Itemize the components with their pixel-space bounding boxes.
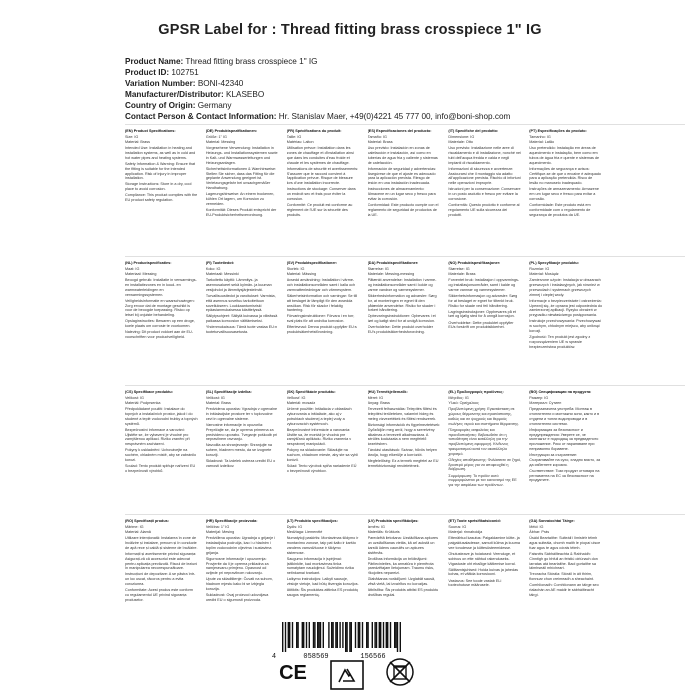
- spec-paragraph: Bezpečnostní informace a varování: Ujistěte se, že vybavení je vhodné pro zamýšlenou aplikaci. Riziko zranění při nesprávném zacházení.: [125, 427, 190, 447]
- spec-cell: [125, 261, 200, 377]
- spec-paragraph: Οδηγίες αποθήκευσης: Φυλάσσετε σε ξηρό, δροσερό μέρος για να αποφευχθεί η διάβρωση.: [448, 457, 522, 472]
- spec-paragraph: Súlad: Tento výrobok spĺňa nariadenie EÚ o bezpečnosti výrobkov.: [286, 463, 357, 473]
- spec-paragraph: Инструкции за съхранение: Съхранявайте на сухо, хладно място, за да избегнете корозия.: [529, 453, 601, 467]
- spec-line: Materiale: Messing-messing: [367, 272, 415, 277]
- barcode-bar: [320, 622, 321, 648]
- spec-line: Materiál: Podprsenka: [125, 401, 161, 406]
- spec-paragraph: Comhlíonadh: Comhlíonann an táirge seo rialachán an AE maidir le sábháilteacht táirgí.: [529, 583, 599, 597]
- spec-paragraph: Instructions de stockage: Conserver dans un endroit sec et frais pour éviter la corrosion.: [286, 187, 356, 201]
- spec-line: Materiale: Otto: [448, 140, 474, 145]
- spec-paragraph: Conformité: Ce produit est conforme au règlement de l'UE sur la sécurité des produits.: [286, 202, 353, 217]
- spec-paragraph: Conformidad: Este producto cumple con el reglamento de seguridad de productos de la UE.: [367, 202, 439, 217]
- spec-line: Méret: IG: [367, 396, 384, 401]
- barcode-bar: [397, 622, 398, 652]
- spec-line: Размер: IG: [529, 396, 549, 401]
- spec-heading: (SL) Specifikacije izdelka:: [205, 390, 252, 394]
- spec-paragraph: Megfelelőség: Ez a termék megfelel az EU termékbiztonsági rendeletének.: [367, 459, 439, 468]
- spec-paragraph: Förvaringsinstruktioner: Förvara i en torr, sval plats för att undvika korrosion.: [286, 314, 355, 324]
- meta-value: KLASEBO: [226, 90, 265, 99]
- barcode-bar: [328, 622, 329, 648]
- spec-heading: (HU) Termékjellemzők:: [367, 390, 408, 394]
- meta-label: Country of Origin:: [125, 101, 196, 110]
- barcode-bar: [302, 622, 303, 648]
- meta-row: [125, 78, 685, 89]
- spec-paragraph: Varnostne informacije in opozorila: Prepričajte se, da je oprema primerna za predvideno uporabo. Tveganje poškodb pri nepravilnem ravnanju.: [205, 422, 278, 442]
- spec-heading: (DA) Produktspecifikationer:: [367, 261, 419, 265]
- spec-paragraph: Tarkoitettu käyttö: Lämmitys- ja asennusalueet sekä kylmän- ja kuuman vesijohdot ja lämmitysjärjestelmät.: [205, 278, 272, 292]
- spec-heading: (RO) Specificații produs:: [125, 519, 169, 523]
- spec-paragraph: Uso previsto: Installazione nelle aree di riscaldamento e di installazione, nonché nei tubi dell'acqua fredda e calda e negli impianti di riscaldamento.: [448, 146, 521, 165]
- barcode-bar: [282, 622, 283, 652]
- spec-heading: (BG) Спецификации на продукта:: [529, 390, 592, 394]
- spec-line: Material: Brass: [125, 140, 151, 145]
- spec-line: Méid: IG: [529, 525, 544, 530]
- spec-cell: [529, 261, 604, 377]
- barcode-bar: [296, 622, 297, 648]
- spec-paragraph: Tervezett felhasználás: Telepítés fűtési és telepítési területeken, valamint hideg és meleg vízvezetékek és fűtési rendszerek.: [367, 407, 437, 421]
- barcode-bar: [379, 622, 380, 648]
- meta-value: Hr. Stanislav Maer, +49(0)4221 45 777 00, info@boni-shop.com: [278, 112, 511, 121]
- spec-paragraph: Sikkerhedsinformation og advarsler: Sørg for, at monteringen er egnet til den påtænkte anvendelse. Risiko for skader i forkert håndtering.: [367, 293, 437, 313]
- spec-line: Maat: IG: [125, 267, 140, 272]
- spec-cell: [206, 519, 281, 635]
- spec-heading: (LT) Produkto specifikacijos:: [286, 519, 338, 523]
- meta-label: Contact Person & Contact Information:: [125, 112, 277, 121]
- meta-label: Variation Number:: [125, 79, 196, 88]
- spec-line: Materiál: mosadz: [286, 401, 316, 406]
- spec-cell: [206, 261, 281, 377]
- spec-cell: [125, 519, 200, 635]
- spec-paragraph: Sicherheitsinformationen & Warnhinweise: Stellen Sie sicher, dass das Fitting für die geplante Anwendung geeignet ist. Verletzungsgefahr bei unsachgemäßer Handhabung.: [205, 166, 277, 190]
- spec-paragraph: Vastavus: See toode vastab ELi tooteohutuse määrusele.: [448, 578, 502, 588]
- spec-paragraph: Laikymo instrukcijos: Laikyti sausoje, vėsioje vietoje, kad būtų išvengta korozijos.: [286, 577, 359, 587]
- spec-cell: [448, 390, 523, 506]
- spec-line: Υλικό: Ορείχαλκος: [448, 401, 479, 406]
- spec-paragraph: Zgodność: Ten produkt jest zgodny z rozporządzeniem UE w sprawie bezpieczeństwa produktów.: [529, 334, 591, 349]
- spec-paragraph: Určené použitie: Inštalácia v oblastiach vykurovania a inštalácie, ako aj v potrubiach studenej a teplej vody a vykurovacích systémoch.: [286, 407, 352, 426]
- barcode-bar: [358, 622, 359, 648]
- spec-line: Material: Mässing: [286, 272, 317, 277]
- spec-line: Tamaño: IG: [367, 135, 387, 140]
- spec-heading: (CS) Specifikace produktu:: [125, 390, 173, 394]
- spec-heading: (FI) Tuotetiedot:: [205, 261, 235, 265]
- spec-line: Material: Alamă: [125, 530, 151, 535]
- spec-paragraph: Drošības informācija un brīdinājumi: Pārliecinieties, ka armatūra ir piemērota paredzētajam lietojumam. Traumu risks, rīkojoties nepareizi.: [367, 556, 435, 576]
- spec-line: Taille: IG: [286, 135, 302, 140]
- spec-line: Materjal: rinnahoidja: [448, 530, 483, 535]
- spec-paragraph: Ettenähtud kasutus: Paigaldamine kütte- ja paigaldusaladesse, samuti külma ja kuuma vee torudesse ja küttesüsteemidesse.: [448, 536, 520, 550]
- spec-paragraph: Instrukcje przechowywania: Przechowywać w suchym, chłodnym miejscu, aby uniknąć korozji.: [529, 319, 602, 333]
- spec-paragraph: Safety Information & Warning: Ensure that the fitting is suitable for the intended application. Risk of injury in improper installation.: [125, 161, 196, 181]
- spec-cell: [448, 129, 523, 248]
- spec-line: Size: IG: [125, 135, 139, 140]
- spec-paragraph: Upute za skladištenje: Čuvati na suhom, hladnom mjestu kako bi se izbjegla korozija.: [205, 577, 273, 591]
- spec-line: Dimensione: IG: [448, 135, 475, 140]
- barcode-bar: [314, 622, 315, 648]
- meta-row: [125, 111, 685, 122]
- spec-line: Material: Messing: [205, 140, 236, 145]
- spec-line: Material: Brass: [205, 401, 231, 406]
- spec-paragraph: Informations de sécurité et avertissements: S'assurer que le raccord convient à l'application prévue. Risque de blessure lors d'une installation incorrecte.: [286, 166, 359, 186]
- spec-paragraph: Uso previsto: Instalación en zonas de calefacción e instalación, así como en tuberías de agua fría y caliente y sistemas de calefacción.: [367, 146, 438, 165]
- spec-cell: [287, 390, 362, 506]
- spec-paragraph: Soulad: Tento produkt splňuje nařízení EU o bezpečnosti výrobků.: [125, 463, 196, 473]
- barcode-bar: [323, 622, 324, 648]
- meta-row: [125, 56, 685, 67]
- barcode-bar: [362, 622, 363, 648]
- barcode-bar: [400, 622, 401, 652]
- spec-line: Velikost: IG: [125, 396, 144, 401]
- barcode-bar: [318, 622, 319, 648]
- spec-cell: [368, 519, 443, 635]
- spec-paragraph: Instrucciones de almacenamiento: Almacene en un lugar seco y fresco para evitar la corrosión.: [367, 187, 436, 201]
- spec-line: Størrelse: IG: [448, 267, 470, 272]
- spec-paragraph: Zamierzone użycie: Instalacja w obszarach grzewczych i instalacyjnych, jak również w przewodach i systemach grzewczych zimnej i ciepłej wody.: [529, 278, 601, 297]
- spec-paragraph: Beoogd gebruik: Installatie in verwarmings- en installatiezones en in koud- en warmwaterleidingen en verwarmingssystemen.: [125, 278, 197, 297]
- spec-line: Mărime: IG: [125, 525, 144, 530]
- spec-paragraph: Vorgesehene Verwendung: Installation in Heizungs- und Installationssystemen sowie in Kalt- und Warmwasserleitungen und Heizungsanlagen.: [205, 146, 278, 165]
- spec-cell: [287, 129, 362, 248]
- spec-paragraph: Συμμόρφωση: Το προϊόν αυτό συμμορφώνεται με τον κανονισμό της ΕΕ για την ασφάλεια των προϊόντων.: [448, 473, 517, 488]
- barcode-bar: [366, 622, 367, 648]
- spec-paragraph: Съответствие: Този продукт отговаря на регламента на ЕС за безопасност на продуктите.: [529, 468, 600, 483]
- spec-line: Izmērs: IG: [367, 525, 385, 530]
- spec-line: Materiāls: Krūšturis: [367, 530, 400, 535]
- spec-line: Suurus: IG: [448, 525, 467, 530]
- spec-line: Medžiaga: Liemenėlė: [286, 530, 323, 535]
- spec-cell: [529, 129, 604, 248]
- spec-paragraph: Paredzētā lietošana: Uzstādīšana apkures un uzstādīšanas vietās, kā arī aukstā un karstā ūdens caurulēs un apkures sistēmās.: [367, 536, 439, 555]
- spec-heading: (PL) Specyfikacje produktu:: [529, 261, 579, 265]
- barcode-bar: [351, 622, 352, 652]
- spec-paragraph: Istruzioni per la conservazione: Conservare in un posto asciutto e fresco per evitare la corrosione.: [448, 187, 521, 201]
- spec-paragraph: Overholdelse: Dette produktet oppfyller EUs forskrift om produktsikkerhet.: [448, 320, 514, 330]
- spec-heading: (FR) Spécifications du produit:: [286, 129, 342, 133]
- spec-paragraph: Turvallisuustiedot ja varoitukset: Varmista, että asennus soveltuu tarkoitettuun sovellukseen. Loukkaantumisriski epäasianmukaisessa käsittelyssä.: [205, 293, 276, 313]
- meta-value: Germany: [197, 101, 232, 110]
- spec-paragraph: Faisnéis Sábháilteachta & Rabhaidh: Cinntigh go bhfuil an feistiú oiriúnach don iarratas atá beartaithe. Baol gortaithe sa láimhseáil mhícheart.: [529, 551, 598, 571]
- spec-line: Størrelse: IG: [367, 267, 389, 272]
- spec-heading: (NO) Produktspesifikasjoner:: [448, 261, 501, 265]
- spec-cell: [368, 261, 443, 377]
- spec-line: Storlek: IG: [286, 267, 305, 272]
- spec-cell: [206, 390, 281, 506]
- spec-paragraph: Instrucțiuni de depozitare: A se păstra într-un loc uscat, răcoros pentru a evita coroziunea.: [125, 572, 196, 587]
- barcode-bar: [337, 622, 338, 648]
- barcode-bar: [359, 622, 360, 648]
- spec-paragraph: Biztonsági információk és figyelmeztetések: Győződjön meg arról, hogy a szerelvény alkalmas a tervezett alkalmazásra. A sérülés kockázata a nem megfelelő kezelésben.: [367, 422, 441, 447]
- spec-heading: (ET) Toote spetsifikatsioonid:: [448, 519, 501, 523]
- spec-line: Материал: Сутиен: [529, 401, 562, 406]
- spec-heading: (EL) Προδιαγραφές προϊόντος:: [448, 390, 504, 394]
- spec-paragraph: Overholdelse: Dette produkt overholder EU's produktsikkerhedsforordning.: [367, 325, 434, 335]
- spec-paragraph: Yhdenmukaisuus: Tämä tuote vastaa EU:n tuoteturvallisuusasetusta.: [205, 325, 278, 335]
- spec-cell: [448, 519, 523, 635]
- spec-line: Velikost: IG: [205, 396, 225, 401]
- spec-line: Dydis: IG: [286, 525, 303, 530]
- spec-paragraph: Lagringsinstruksjoner: Oppbevares på et tørt og kjølig sted for å unngå korrosjon.: [448, 309, 516, 319]
- meta-label: Product Name:: [125, 57, 184, 66]
- barcode-bar: [376, 622, 377, 648]
- barcode-bar: [345, 622, 346, 652]
- product-meta: [125, 56, 685, 122]
- ce-mark-badge: [275, 658, 311, 686]
- spec-cell: [206, 129, 281, 248]
- barcode-bar: [288, 622, 289, 648]
- spec-paragraph: Предназначена употреба: Монтаж в отоплителни и монтажни зони, както и в студени и топли водопроводи и в отоплителни системи.: [529, 407, 600, 426]
- spec-cell: [287, 519, 362, 635]
- barcode-bar: [387, 622, 388, 648]
- spec-paragraph: Atbilstība: Šis produkts atbilst ES produktu drošības regulai.: [367, 588, 439, 597]
- barcode-bar: [342, 622, 343, 648]
- barcode-bar: [317, 622, 318, 648]
- spec-heading: (SK) Špecifikácie produktu:: [286, 390, 336, 394]
- spec-heading: (DE) Produktspezifikationen:: [205, 129, 258, 133]
- spec-paragraph: Predvidena uporaba: Vgradnja v ogrevalne in inštalacijske prostore ter v toplovodne cevi in ogrevalne sisteme.: [205, 407, 278, 421]
- spec-paragraph: Conformidade: Este produto está em conformidade com o regulamento de segurança de produtos da UE.: [529, 202, 591, 217]
- barcode-bar: [386, 622, 387, 648]
- spec-paragraph: Treoracha Stórála: Stóráil in áit thirim, fionnuar chun creimeadh a sheachaint.: [529, 572, 594, 582]
- barcode-bar: [306, 622, 307, 648]
- barcode-bar: [289, 622, 290, 648]
- spec-paragraph: Predviđena uporaba: Ugradnja u grijanje i instalacijska područja, kao i u hladnim i toplim vodovodnim cijevima i sustavima grijanja.: [205, 536, 276, 555]
- barcode-bar: [346, 622, 347, 652]
- spec-cell: [125, 390, 200, 506]
- spec-paragraph: Efterlevnad: Denna produkt uppfyller EU:s produktsäkerhetsförordning.: [286, 325, 357, 335]
- spec-paragraph: Informações de segurança e avisos: Certifique-se de que o encaixe é adequado para a aplicação pretendida. Risco de lesão no manuseio inadequado.: [529, 166, 601, 186]
- spec-paragraph: Utilizare intenționată: Instalarea în zone de încălzire și instalare, precum și în conducte de apă rece și caldă și sisteme de încălzire.: [125, 536, 198, 550]
- spec-paragraph: Bezpečnostné informácie a varovania: Uistite sa, že montáž je vhodná pre zamýšľanú aplikáciu. Riziko zranenia v nesprávnej manipulácii.: [286, 427, 352, 447]
- spec-paragraph: Compliance: This product complies with the EU product safety regulation.: [125, 193, 198, 203]
- barcode-bar: [335, 622, 336, 648]
- barcode-bar: [309, 622, 310, 648]
- barcode-bar: [303, 622, 304, 648]
- spec-line: Materiaal: Messing: [125, 272, 157, 277]
- meta-value: Thread fitting brass crosspiece 1" IG: [185, 57, 318, 66]
- spec-paragraph: Intended Use: Installation in heating and installation systems, as well as in cold and hot water pipes and heating systems.: [125, 146, 196, 160]
- spec-cell: [287, 261, 362, 377]
- spec-line: Ábhar: Prás: [529, 530, 550, 535]
- spec-cell: [125, 129, 200, 248]
- spec-paragraph: Lagerungshinweise: An einem trockenen, kühlen Ort lagern, um Korrosion zu vermeiden.: [205, 192, 275, 206]
- spec-paragraph: Forventet bruk: Installasjon i oppvarmings- og installasjonsområder, samt i kalde og varme vannrør og varmesystemer.: [448, 278, 520, 292]
- meta-row: [125, 89, 685, 100]
- spec-paragraph: Ohutusteave ja hoiatused: Veenduge, et sobivus on ette nähtud rakenduseks. Vigastuste oht ebaõige käitlemise korral.: [448, 551, 516, 566]
- meta-value: BONI-42340: [197, 79, 244, 88]
- spec-paragraph: Numatytoji paskirtis: Montavimas šildymo ir montavimo zonose, taip pat šalto ir karšto vandens vamzdžiuose ir šildymo sistemose.: [286, 536, 359, 555]
- spec-heading: (EN) Product Specifications:: [125, 129, 176, 133]
- spec-heading: (HR) Specifikacije proizvoda:: [205, 519, 258, 523]
- spec-band: [125, 385, 685, 514]
- barcode-bar: [331, 622, 332, 648]
- spec-paragraph: Opbevaringsinstruktioner: Opbevares i et tørt og køligt sted for at undgå korrosion.: [367, 314, 436, 324]
- barcode-bar: [374, 622, 375, 648]
- spec-paragraph: Avsedd användning: Installation i värme- och installationsområden samt i kalla och varmvattenledningar och värmesystem.: [286, 278, 356, 292]
- barcode-bar: [297, 622, 298, 648]
- spec-paragraph: Pokyny na skladovanie: Skladujte na suchom, chladnom mieste, aby ste sa vyhli korózii.: [286, 448, 358, 462]
- barcode-bar: [372, 622, 373, 648]
- spec-line: Tamanho: IG: [529, 135, 551, 140]
- spec-paragraph: Utilisation prévue: Installation dans les zones de chauffage et d'installation ainsi que dans les conduites d'eau froide et chaude et les systèmes de chauffage.: [286, 146, 354, 165]
- spec-heading: (IT) Specifiche del prodotto:: [448, 129, 499, 133]
- spec-heading: (NL) Productspecificaties:: [125, 261, 172, 265]
- barcode-bar: [339, 622, 340, 648]
- spec-paragraph: Instruções de armazenamento: Armazene em um lugar seco e fresco para evitar a corrosão.: [529, 187, 599, 201]
- spec-paragraph: Navodila za shranjevanje: Shranjujte na suhem, hladnem mestu, da se izognete koroziji.: [205, 443, 272, 458]
- waste-bin-crossed-icon: [384, 656, 416, 688]
- spec-paragraph: Påtænkt anvendelse: Installation i varme- og installationsområder samt i kolde og varme vandrør og varmesystemer.: [367, 278, 437, 292]
- spec-paragraph: Storage Instructions: Store in a dry, cool place to avoid corrosion.: [125, 182, 192, 192]
- meta-row: [125, 100, 685, 111]
- spec-line: Anyag: Brass: [367, 401, 390, 406]
- spec-paragraph: Konformität: Dieses Produkt entspricht der EU-Produktsicherheitsverordnung.: [205, 207, 277, 217]
- spec-paragraph: Säkerhetsinformation och varningar: Se till att beslaget är lämpligt för den avsedda ansökan. Risk för skador i felaktig hantering.: [286, 293, 358, 313]
- barcode-bar: [383, 622, 384, 648]
- spec-line: Materijal: Mesing: [205, 530, 235, 535]
- spec-paragraph: Úsáid Beartaithe: Suiteáil i limistéir téimh agus suiteála, chomh maith le píopaí uisce fuar agus te agus córais téimh.: [529, 536, 601, 550]
- barcode-bar: [292, 622, 293, 648]
- barcode-bar: [380, 622, 381, 648]
- recycling-icon: [330, 660, 364, 690]
- barcode-bar: [355, 622, 356, 648]
- spec-line: Größe: 1" IG: [205, 135, 227, 140]
- spec-heading: (LV) Produkta specifikācijas:: [367, 519, 419, 523]
- spec-paragraph: Pokyny k uskladnění: Uchovávejte na suchém, chladném místě, aby se zabránilo korozi.: [125, 448, 197, 462]
- meta-row: [125, 67, 685, 78]
- spec-cell: [529, 390, 604, 506]
- spec-paragraph: Veiligheidsinformatie en waarschuwingen: Zorg ervoor dat de montage geschikt is voor de beoogde toepassing. Risico op letsel bij onjuiste behandeling.: [125, 298, 195, 318]
- page-title: GPSR Label for : Thread fitting brass crosspiece 1" IG: [158, 22, 542, 38]
- barcode-bar: [367, 622, 368, 648]
- spec-paragraph: Informații și avertismente privind siguranța: Asigurați-vă că accesoriul este adecvat pentru aplicația prevăzută. Riscul de leziuni în manipularea necorespunzătoare.: [125, 551, 198, 571]
- spec-cell: [448, 261, 523, 377]
- spec-paragraph: Πληροφορίες ασφαλείας και προειδοποιήσεις: Βεβαιωθείτε ότι η τοποθέτηση είναι κατάλληλη για την προβλεπόμενη εφαρμογή. Κίνδυνος τραυματισμού κατά τον ακατάλληλο χειρισμό.: [448, 427, 509, 456]
- barcode-bar: [390, 622, 391, 648]
- spec-heading: (PT) Especificações do produto:: [529, 129, 587, 133]
- spec-cell: [529, 519, 604, 635]
- spec-cell: [368, 129, 443, 248]
- spec-paragraph: Uso pretendido: Instalação em áreas de aquecimento e instalação, bem como em tubos de água fria e quente e sistemas de aquecimento.: [529, 146, 600, 165]
- spec-paragraph: Conformità: Questo prodotto è conforme al regolamento UE sulla sicurezza dei prodotti.: [448, 202, 520, 217]
- spec-line: Veľkosť: IG: [286, 396, 306, 401]
- spec-cell: [368, 390, 443, 506]
- spec-band: [125, 256, 685, 385]
- meta-label: Manufacturer/Distributor:: [125, 90, 224, 99]
- ean-barcode: [268, 620, 420, 660]
- specifications-grid: [125, 124, 685, 643]
- ce-mark-text: CE: [279, 662, 307, 684]
- spec-paragraph: Glabāšanas norādījumi: Uzglabāt sausā, vēsā vietā, lai izvairītos no korozijas.: [367, 577, 436, 587]
- spec-paragraph: Tárolási utasítások: Száraz, hűvös helyen tárolja, hogy elkerülje a korróziót.: [367, 448, 437, 458]
- spec-line: Materiale: Brass: [448, 272, 476, 277]
- barcode-bar: [313, 622, 314, 648]
- barcode-bar: [285, 622, 286, 652]
- spec-paragraph: Sigurnosne informacije i upozorenja: Provjerite da li je oprema prikladna za namjeravanu primjenu. Opasnost od ozljede pri nepravilnom rukovanju.: [205, 556, 269, 576]
- spec-line: Material: Latão: [529, 140, 555, 145]
- spec-paragraph: Säilitamisjuhised: Hoida kuivas ja jahedas kohas, et vältida korrosiooni.: [448, 567, 519, 577]
- spec-line: Rozmiar: IG: [529, 267, 550, 272]
- spec-band: [125, 124, 685, 256]
- spec-line: Koko: IG: [205, 267, 221, 272]
- spec-heading: (GA) Sonraíochtaí Táirge:: [529, 519, 575, 523]
- spec-paragraph: Informacje o bezpieczeństwie i ostrzeżenia: Upewnij się, że oprawa jest odpowiednia do zamierzonej aplikacji. Ryzyko obrażeń w przypadku niewłaściwego postępowania.: [529, 298, 603, 318]
- spec-paragraph: Saugumo informacija ir įspėjimai: Įsitikinkite, kad montavimas tinka numatytam naudojimui. Sužeidimo rizika netinkamai tvarkant.: [286, 556, 354, 576]
- spec-line: Veličina: 1" IG: [205, 525, 230, 530]
- spec-paragraph: Sukladnost: Ovaj proizvod udovoljava uredbi EU o sigurnosti proizvoda.: [205, 592, 269, 602]
- spec-paragraph: Sikkerhetsinformasjon og advarsler: Sørg for at beslaget er egnet for tiltenkt bruk. Risiko for skade ved feil håndtering.: [448, 293, 518, 308]
- spec-paragraph: Skladnost: Ta izdelek ustreza uredbi EU o varnosti izdelkov.: [205, 459, 276, 468]
- meta-value: 102751: [171, 68, 199, 77]
- spec-line: Μέγεθος: IG: [448, 396, 469, 401]
- spec-paragraph: Säilytysohjeet: Säilytä kuivassa ja viileässä paikassa korroosion välttämiseksi.: [205, 314, 278, 324]
- barcode-bar: [349, 622, 350, 652]
- spec-line: Materiał: Mosiądz: [529, 272, 559, 277]
- spec-paragraph: Información de seguridad y advertencias: Asegúrese de que el ajuste es adecuado para la aplicación prevista. Riesgo de lesión en una instalación inadecuada.: [367, 166, 437, 186]
- spec-paragraph: Naleving: Dit product voldoet aan de EU-voorschriften voor productveiligheid.: [125, 330, 193, 339]
- barcode-bar: [332, 622, 333, 648]
- spec-paragraph: Προβλεπόμενη χρήση: Εγκατάσταση σε χώρους θέρμανσης και εγκατάστασης, καθώς και σε ψυχρούς και θερμούς σωλήνες νερού και συστήματα θέρμανσης.: [448, 407, 520, 426]
- barcode-digits: 4: [271, 653, 277, 660]
- spec-line: Materiaali: Messinki: [205, 272, 239, 277]
- spec-line: Material: Brass: [367, 140, 393, 145]
- spec-heading: (SV) Produktspecifikationer:: [286, 261, 338, 265]
- spec-paragraph: Opslaginstructies: Bewaren op een droge, koele plaats om corrosie te voorkomen.: [125, 319, 195, 329]
- barcode-bar: [394, 622, 395, 648]
- spec-paragraph: Conformitate: Acest produs este conform cu regulamentul UE privind siguranța produselor.: [125, 588, 193, 602]
- meta-label: Product ID:: [125, 68, 170, 77]
- spec-paragraph: Předpokládané použití: Instalace do topných a instalačních prostor, jakož i do studené a teplé vodovodní trubky a topných systémů.: [125, 407, 198, 426]
- spec-paragraph: Информация за безопасност и предупреждения: Уверете се, че монтажът е подходящ за предвиденото приложение. Риск от нараняване при неправилно боравене.: [529, 427, 599, 451]
- barcode-digits: 156566: [360, 653, 386, 660]
- spec-heading: (ES) Especificaciones del producto:: [367, 129, 432, 133]
- barcode-bar: [395, 622, 396, 648]
- spec-paragraph: Atitiktis: Šis produktas atitinka ES produktų saugos reglamentą.: [286, 588, 358, 597]
- spec-line: Matériau: Laiton: [286, 140, 314, 145]
- spec-paragraph: Informazioni di sicurezza e avvertenze: Assicurarsi che il montaggio sia adatto all'applicazione prevista. Rischio di infortuni nelle operazioni improprie.: [448, 166, 521, 186]
- barcode-digits: 058569: [303, 653, 329, 660]
